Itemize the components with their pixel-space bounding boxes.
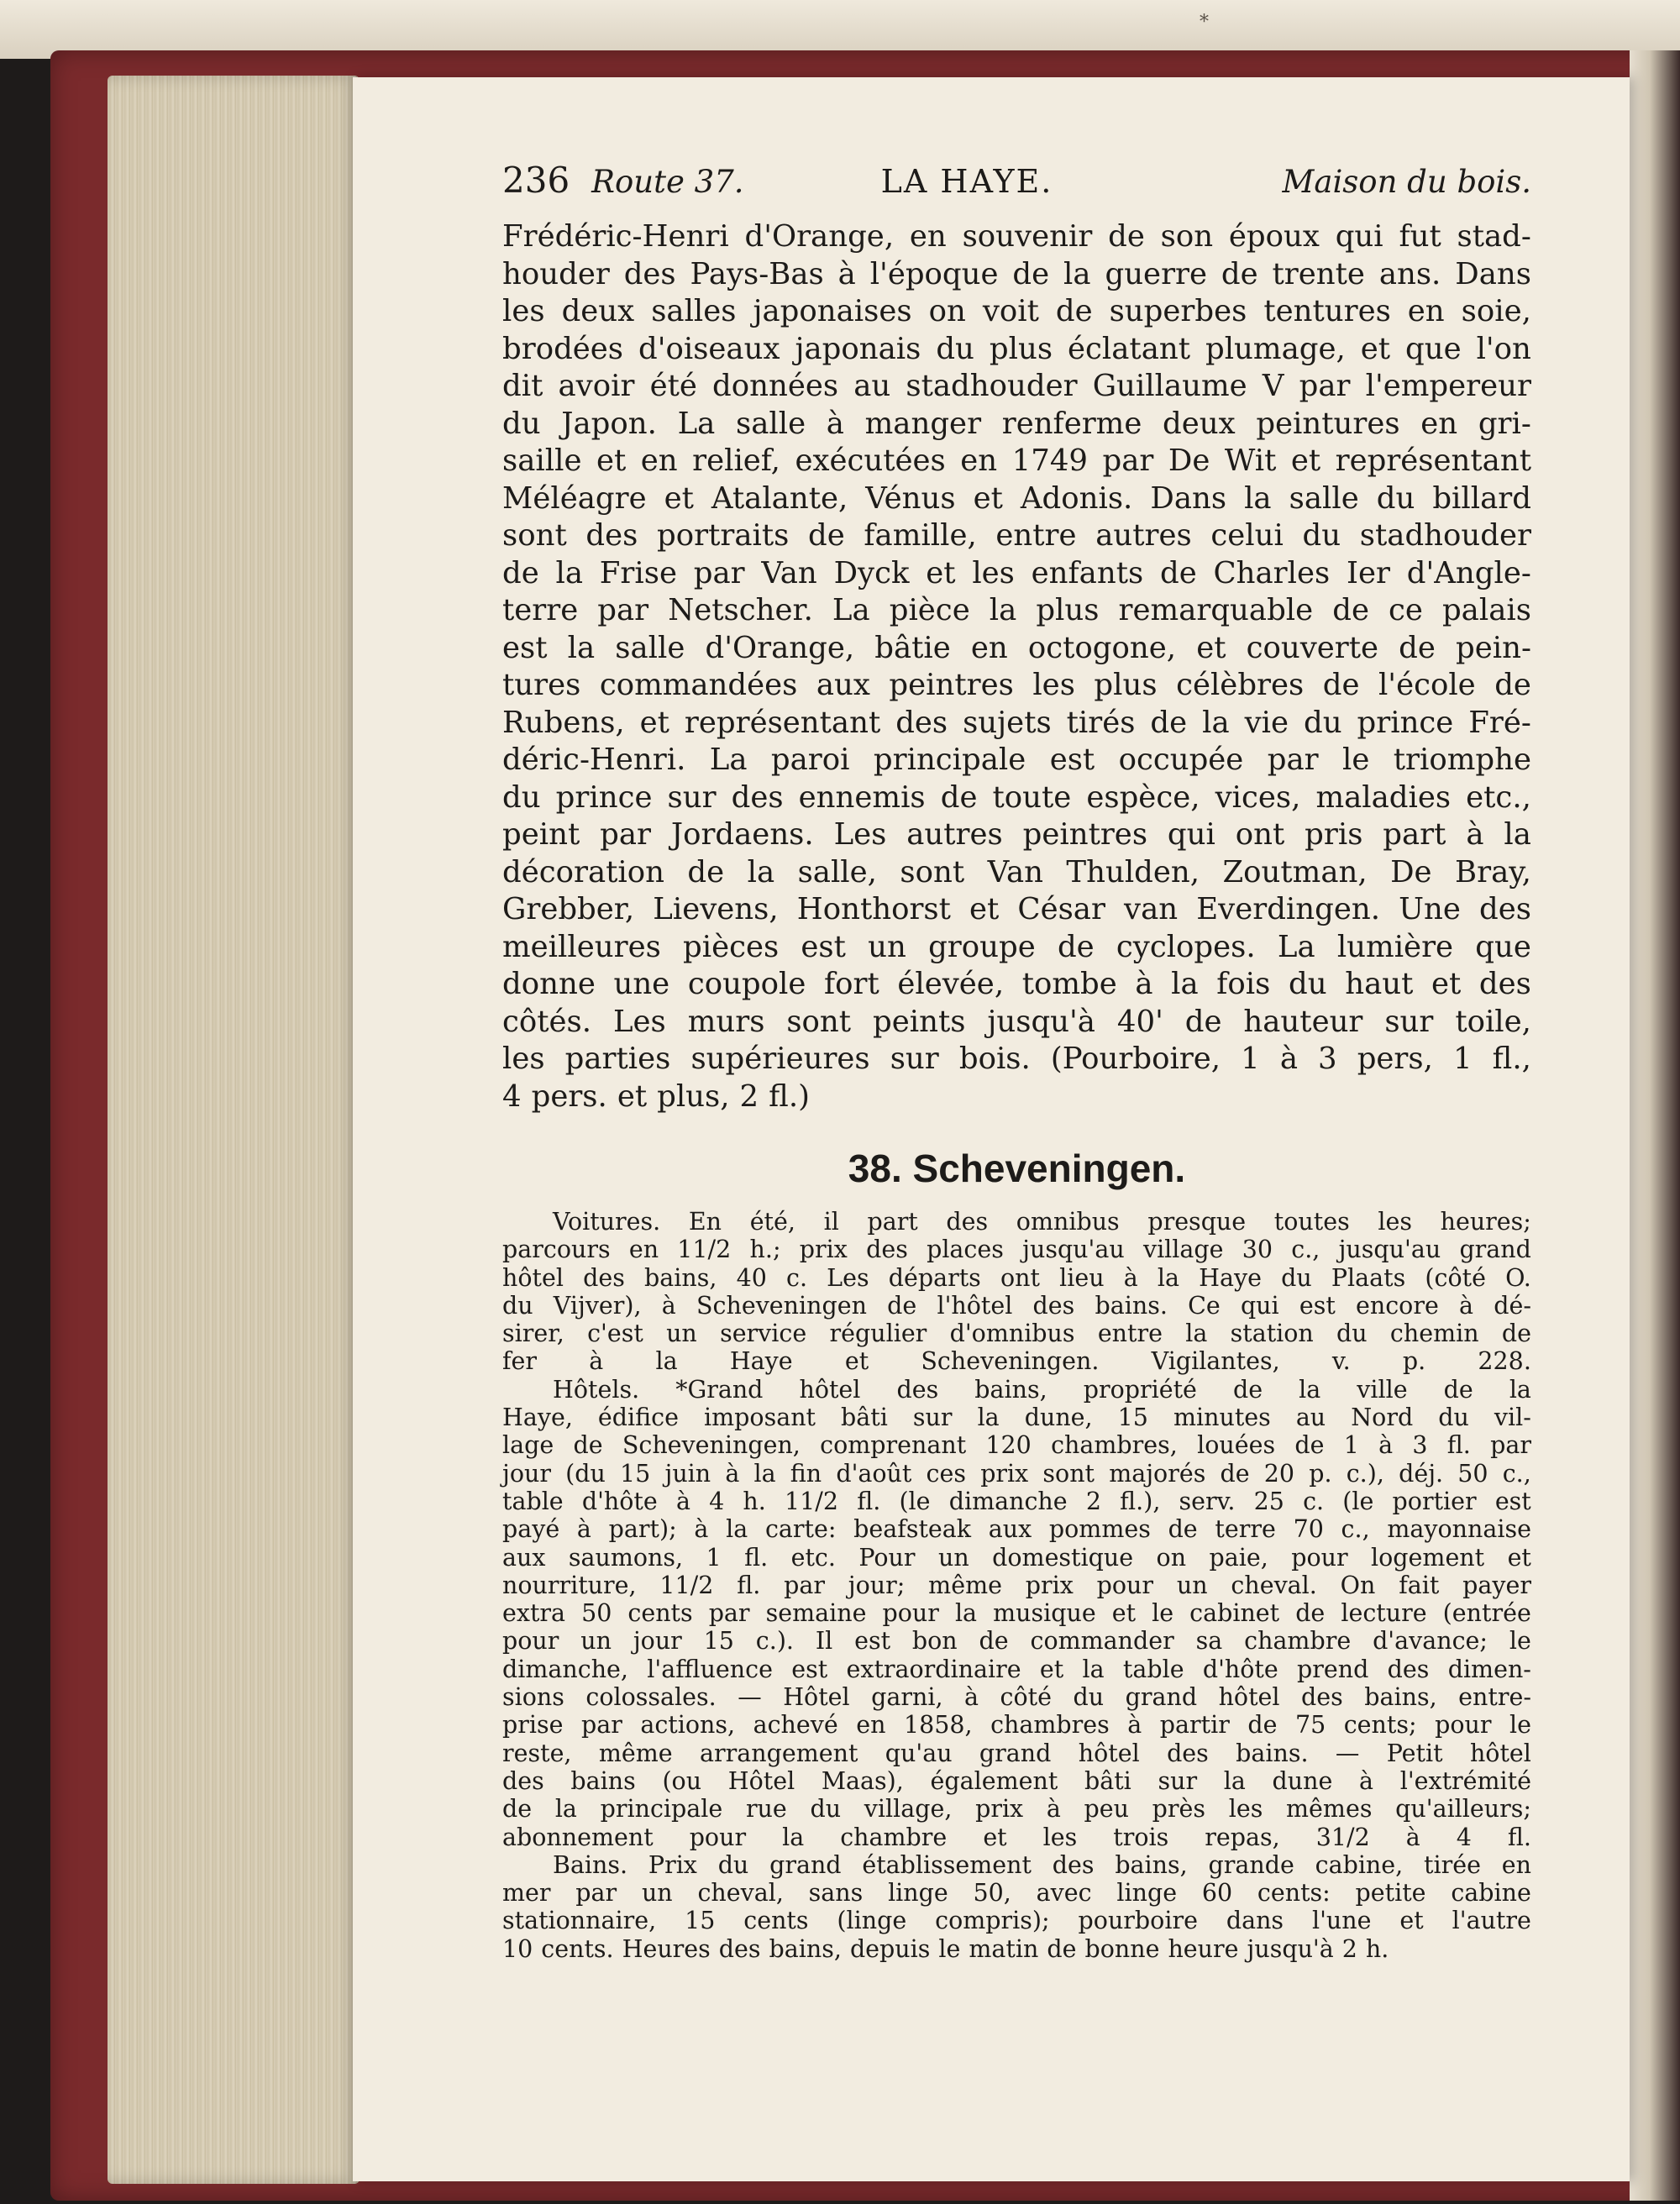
- text-line: Frédéric-Henri d'Orange, en souvenir de son époux qui fut stad-: [502, 219, 1531, 254]
- text-line: saille et en relief, exécutées en 1749 par De Wit et représentant: [502, 443, 1531, 478]
- text-line: de la Frise par Van Dyck et les enfants de Charles Ier d'Angle-: [502, 555, 1531, 590]
- text-line: brodées d'oiseaux japonais du plus éclatant plumage, et que l'on: [502, 331, 1531, 366]
- page-number: 236: [502, 160, 570, 201]
- star-mark: *: [1200, 12, 1209, 33]
- small-text-line: 10 cents. Heures des bains, depuis le matin de bonne heure jusqu'à 2 h.: [502, 1934, 1389, 1963]
- text-line: meilleures pièces est un groupe de cyclopes. La lumière que: [502, 929, 1531, 964]
- small-text-line: Hôtels. *Grand hôtel des bains, propriété de la ville de la: [553, 1375, 1531, 1404]
- page-edges: [108, 76, 360, 2184]
- small-text-line: table d'hôte à 4 h. 11/2 fl. (le dimanche 2 fl.), serv. 25 c. (le portier est: [502, 1487, 1531, 1515]
- small-print-text: [502, 1208, 1531, 1963]
- text-line: Méléagre et Atalante, Vénus et Adonis. Dans la salle du billard: [502, 480, 1531, 516]
- text-line: peint par Jordaens. Les autres peintres qui ont pris part à la: [502, 817, 1531, 852]
- small-text-line: payé à part); à la carte: beafsteak aux pommes de terre 70 c., mayonnaise: [502, 1515, 1531, 1544]
- text-line: les parties supérieures sur bois. (Pourboire, 1 à 3 pers, 1 fl.,: [502, 1042, 1531, 1076]
- text-line: houder des Pays-Bas à l'époque de la guerre de trente ans. Dans: [502, 256, 1531, 291]
- text-line: les deux salles japonaises on voit de superbes tentures en soie,: [502, 294, 1531, 328]
- header-section: Maison du bois.: [1282, 164, 1531, 200]
- text-line: Grebber, Lievens, Honthorst et César van Everdingen. Une des: [502, 892, 1531, 926]
- small-text-line: parcours en 11/2 h.; prix des places jusqu'au village 30 c., jusqu'au grand: [502, 1236, 1531, 1264]
- text-line: Rubens, et représentant des sujets tirés de la vie du prince Fré-: [502, 705, 1531, 740]
- small-text-line: sions colossales. — Hôtel garni, à côté du grand hôtel des bains, entre-: [502, 1683, 1531, 1712]
- header-title: LA HAYE.: [880, 163, 1053, 200]
- section-heading: 38. Scheveningen.: [848, 1147, 1186, 1190]
- small-text-line: extra 50 cents par semaine pour la musique et le cabinet de lecture (entrée: [502, 1599, 1531, 1628]
- small-text-line: jour (du 15 juin à la fin d'août ces prix sont majorés de 20 p. c.), déj. 50 c.,: [502, 1459, 1531, 1488]
- facing-page-edge: [1630, 50, 1680, 2201]
- small-text-line: Bains. Prix du grand établissement des bains, grande cabine, tirée en: [553, 1850, 1531, 1879]
- small-text-line: Haye, édifice imposant bâti sur la dune, 15 minutes au Nord du vil-: [502, 1404, 1531, 1432]
- text-line: 4 pers. et plus, 2 fl.): [502, 1078, 810, 1114]
- text-line: donne une coupole fort élevée, tombe à la fois du haut et des: [502, 967, 1531, 1001]
- text-line: terre par Netscher. La pièce la plus remarquable de ce palais: [502, 593, 1531, 627]
- text-line: dit avoir été données au stadhouder Guillaume V par l'empereur: [502, 369, 1531, 403]
- small-text-line: de la principale rue du village, prix à peu près les mêmes qu'ailleurs;: [502, 1795, 1531, 1824]
- small-text-line: lage de Scheveningen, comprenant 120 chambres, louées de 1 à 3 fl. par: [502, 1431, 1531, 1460]
- small-text-line: reste, même arrangement qu'au grand hôtel des bains. — Petit hôtel: [502, 1739, 1531, 1767]
- small-text-line: du Vijver), à Scheveningen de l'hôtel des bains. Ce qui est encore à dé-: [502, 1291, 1531, 1320]
- small-text-line: pour un jour 15 c.). Il est bon de commander sa chambre d'avance; le: [502, 1627, 1531, 1656]
- small-text-line: Voitures. En été, il part des omnibus presque toutes les heures;: [553, 1208, 1531, 1236]
- running-header: [502, 160, 1531, 218]
- small-text-line: abonnement pour la chambre et les trois repas, 31/2 à 4 fl.: [502, 1823, 1531, 1851]
- text-line: du Japon. La salle à manger renferme deux peintures en gri-: [502, 406, 1531, 441]
- small-text-line: des bains (ou Hôtel Maas), également bâti sur la dune à l'extrémité: [502, 1766, 1531, 1795]
- small-text-line: stationnaire, 15 cents (linge compris); pourboire dans l'une et l'autre: [502, 1907, 1531, 1935]
- text-line: est la salle d'Orange, bâtie en octogone, et couverte de pein-: [502, 630, 1531, 665]
- text-line: sont des portraits de famille, entre autres celui du stadhouder: [502, 518, 1531, 553]
- route-label: Route 37.: [591, 164, 744, 200]
- text-line: côtés. Les murs sont peints jusqu'à 40' de hauteur sur toile,: [502, 1004, 1531, 1039]
- small-text-line: nourriture, 11/2 fl. par jour; même prix pour un cheval. On fait payer: [502, 1571, 1531, 1599]
- text-line: déric-Henri. La paroi principale est occupée par le triomphe: [502, 743, 1531, 777]
- small-text-line: dimanche, l'affluence est extraordinaire et la table d'hôte prend des dimen-: [502, 1655, 1531, 1683]
- text-line: du prince sur des ennemis de toute espèce, vices, maladies etc.,: [502, 779, 1531, 815]
- main-text: [502, 218, 1531, 1115]
- small-text-line: mer par un cheval, sans linge 50, avec linge 60 cents: petite cabine: [502, 1879, 1531, 1908]
- page-content: [502, 160, 1531, 1963]
- small-text-line: prise par actions, achevé en 1858, chambres à partir de 75 cents; pour le: [502, 1711, 1531, 1740]
- small-text-line: hôtel des bains, 40 c. Les départs ont lieu à la Haye du Plaats (côté O.: [502, 1263, 1531, 1292]
- small-text-line: sirer, c'est un service régulier d'omnibus entre la station du chemin de: [502, 1320, 1531, 1348]
- text-line: décoration de la salle, sont Van Thulden, Zoutman, De Bray,: [502, 854, 1531, 889]
- small-text-line: fer à la Haye et Scheveningen. Vigilantes, v. p. 228.: [502, 1347, 1531, 1376]
- text-line: tures commandées aux peintres les plus célèbres de l'école de: [502, 668, 1531, 702]
- small-text-line: aux saumons, 1 fl. etc. Pour un domestique on paie, pour logement et: [502, 1543, 1531, 1572]
